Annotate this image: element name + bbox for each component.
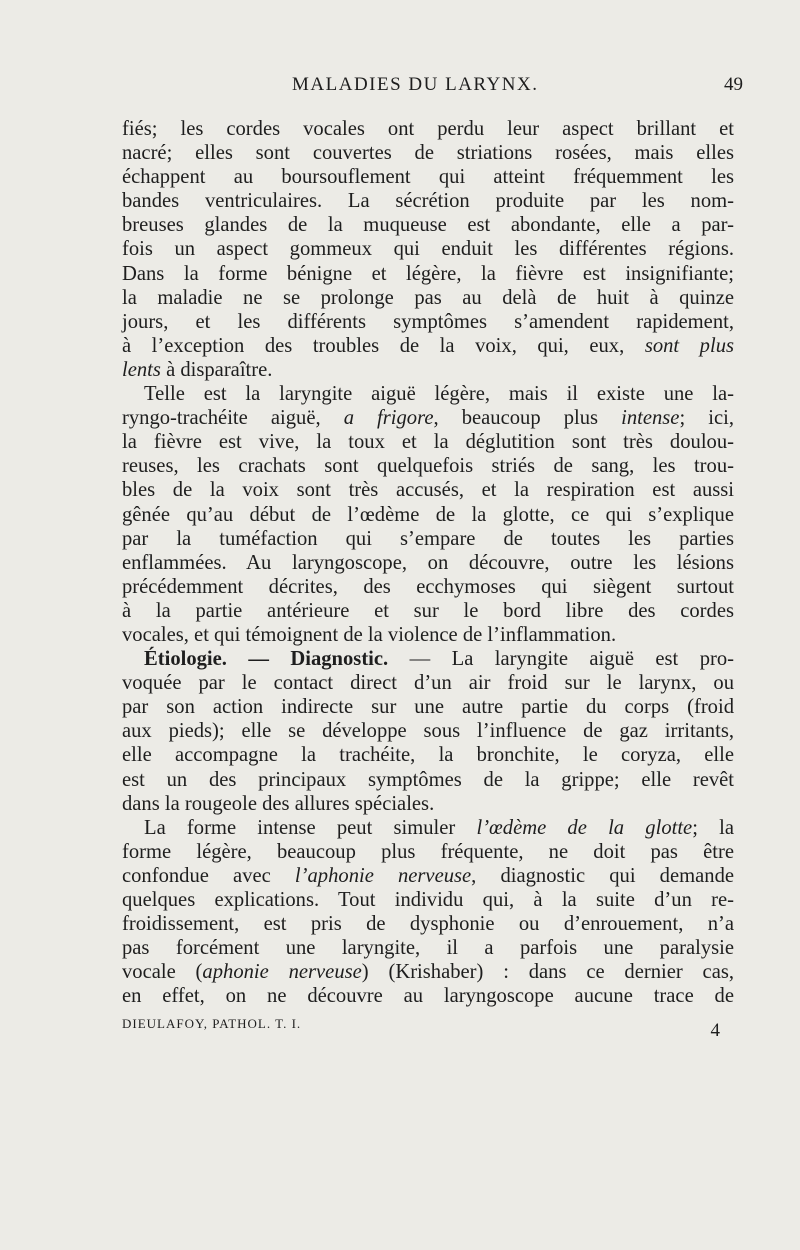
printer-signature: DIEULAFOY, PATHOL. T. I. xyxy=(122,1016,302,1031)
italic-run: aphonie nerveuse xyxy=(202,961,362,984)
italic-run: sont plus xyxy=(644,334,735,357)
italic-run: lents xyxy=(122,358,161,381)
page-footer xyxy=(122,1016,734,1041)
italic-run: a frigore xyxy=(343,407,434,430)
text-line: froidissement, est pris de dysphonie ou d’enrouement, n’a xyxy=(122,913,734,936)
text-line: fois un aspect gommeux qui enduit les différentes régions. xyxy=(122,238,734,261)
text-line xyxy=(122,358,734,382)
text-line: aux pieds); elle se développe sous l’influence de gaz irritants, xyxy=(122,720,734,743)
text-line: gênée qu’au début de l’œdème de la glotte, ce qui s’explique xyxy=(122,503,734,526)
text-run: La forme intense peut simuler xyxy=(144,816,456,839)
running-title: MALADIES DU LARYNX. xyxy=(292,74,539,95)
text-run: ; la xyxy=(692,816,734,839)
text-line: forme légère, beaucoup plus fréquente, ne doit pas être xyxy=(122,840,734,863)
text-line: fiés; les cordes vocales ont perdu leur aspect brillant et xyxy=(122,118,734,140)
text-line: par son action indirecte sur une autre partie du corps (froid xyxy=(122,696,734,719)
text-line: nacré; elles sont couvertes de striations rosées, mais elles xyxy=(122,142,734,165)
text-run: à l’exception des troubles de la voix, qui, eux, xyxy=(122,334,625,357)
italic-run: intense xyxy=(621,407,680,430)
text-line: voquée par le contact direct d’un air froid sur le larynx, ou xyxy=(122,672,734,695)
text-line: précédemment décrites, des ecchymoses qui siègent surtout xyxy=(122,575,734,598)
text-run: vocale ( xyxy=(122,961,203,984)
text-line: quelques explications. Tout individu qui, à la suite d’un re- xyxy=(122,889,734,911)
text-line xyxy=(122,334,734,358)
text-line xyxy=(122,864,734,888)
text-run: , diagnostic qui demande xyxy=(471,864,735,887)
text-line: à la partie antérieure et sur le bord libre des cordes xyxy=(122,599,734,622)
running-head xyxy=(0,74,800,104)
text-line: est un des principaux symptômes de la grippe; elle revêt xyxy=(122,768,734,791)
text-line: en effet, on ne découvre au laryngoscope aucune trace de xyxy=(122,985,734,1008)
text-line: par la tuméfaction qui s’empare de toutes les parties xyxy=(122,527,734,550)
text-line: enflammées. Au laryngoscope, on découvre, outre les lésions xyxy=(122,551,734,574)
text-line: la fièvre est vive, la toux et la déglutition sont très doulou- xyxy=(122,431,734,454)
text-line: elle accompagne la trachéite, la bronchite, le coryza, elle xyxy=(122,744,734,767)
text-line: la maladie ne se prolonge pas au delà de huit à quinze xyxy=(122,286,734,309)
text-line: dans la rougeole des allures spéciales. xyxy=(122,792,435,815)
text-line: bles de la voix sont très accusés, et la respiration est aussi xyxy=(122,479,734,502)
text-line: pas forcément une laryngite, il a parfois une paralysie xyxy=(122,937,734,960)
section-heading-line xyxy=(122,647,734,671)
paragraph-start-line: Telle est la laryngite aiguë légère, mais il existe une la- xyxy=(144,383,734,406)
text-run: — La laryngite aiguë est pro- xyxy=(388,648,735,671)
paragraph-start-line xyxy=(122,816,734,840)
section-heading: Étiologie. — Diagnostic. xyxy=(144,648,389,671)
text-line: jours, et les différents symptômes s’amendent rapidement, xyxy=(122,310,734,333)
text-run: ) (Krishaber) : dans ce dernier cas, xyxy=(361,961,734,984)
italic-run: l’aphonie nerveuse xyxy=(294,864,472,887)
text-line: breuses glandes de la muqueuse est abondante, elle a par- xyxy=(122,214,734,237)
text-line: reuses, les crachats sont quelquefois striés de sang, les trou- xyxy=(122,455,734,478)
text-run: confondue avec xyxy=(122,864,271,887)
text-run: , beaucoup plus xyxy=(433,407,599,430)
text-line xyxy=(122,960,734,984)
text-line: bandes ventriculaires. La sécrétion produite par les nom- xyxy=(122,190,734,213)
text-run: ; ici, xyxy=(679,407,734,430)
italic-run: l’œdème de la glotte xyxy=(476,816,693,839)
body-text xyxy=(122,117,734,1008)
text-line: échappent au boursouflement qui atteint fréquemment les xyxy=(122,166,734,189)
sheet-mark: 4 xyxy=(710,1020,720,1041)
page-number: 49 xyxy=(724,74,743,95)
text-run: à disparaître. xyxy=(166,358,273,381)
text-run: ryngo-trachéite aiguë, xyxy=(122,407,321,430)
text-line: vocales, et qui témoignent de la violence de l’inflammation. xyxy=(122,623,617,646)
text-line xyxy=(122,406,734,430)
text-line: Dans la forme bénigne et légère, la fièvre est insignifiante; xyxy=(122,262,734,285)
